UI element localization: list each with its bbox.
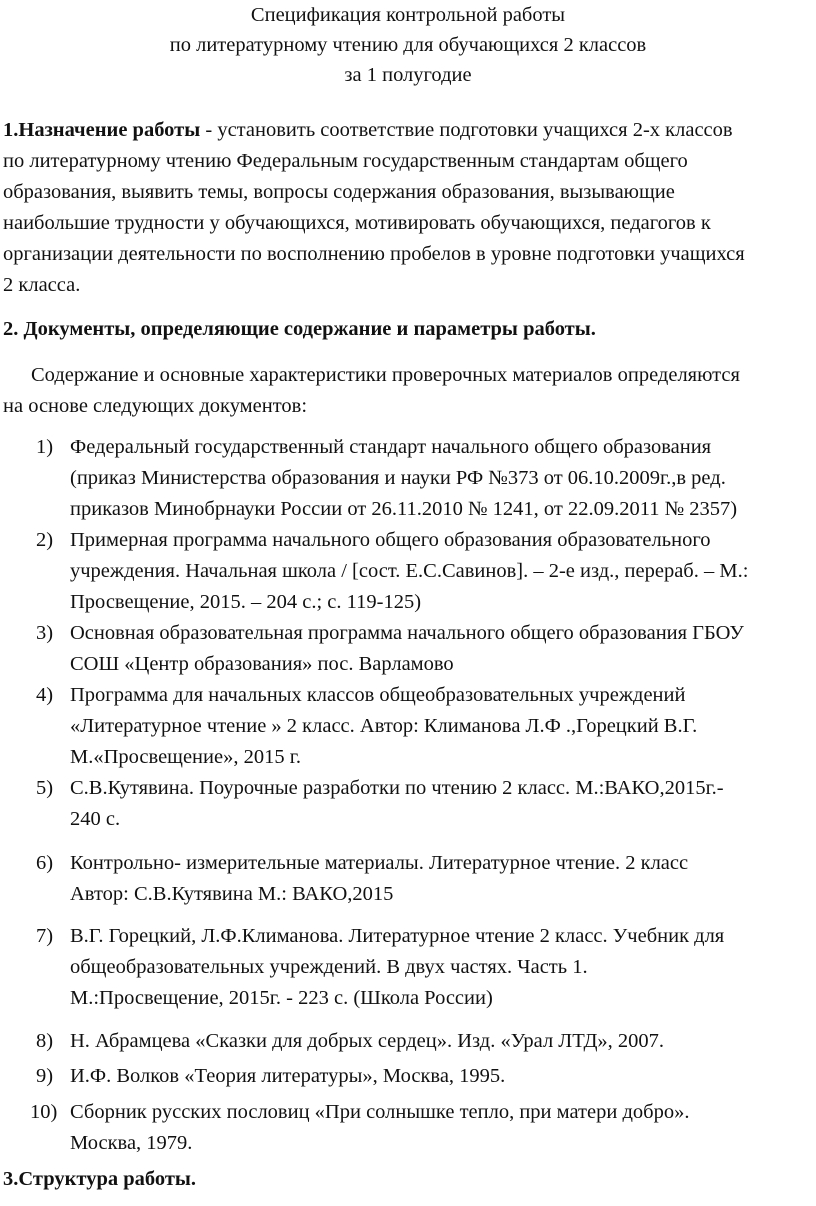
- doc-title-line-1: Спецификация контрольной работы: [250, 4, 566, 26]
- section1-line: 2 класса.: [3, 274, 81, 296]
- list-item-line: Москва, 1979.: [70, 1132, 193, 1154]
- section1-line: наибольшие трудности у обучающихся, мотивировать обучающихся, педагогов к: [3, 212, 711, 234]
- list-item-number: 9): [36, 1065, 54, 1087]
- list-item-line: С.В.Кутявина. Поурочные разработки по чтению 2 класс. М.:ВАКО,2015г.-: [70, 777, 724, 799]
- section2-intro-line: Содержание и основные характеристики проверочных материалов определяются: [31, 364, 740, 386]
- list-item-line: Автор: С.В.Кутявина М.: ВАКО,2015: [70, 883, 394, 905]
- list-item-number: 2): [36, 529, 54, 551]
- section1-line: организации деятельности по восполнению пробелов в уровне подготовки учащихся: [3, 243, 745, 265]
- list-item-number: 6): [36, 852, 54, 874]
- list-item-line: И.Ф. Волков «Теория литературы», Москва, 1995.: [70, 1065, 506, 1087]
- section3-heading: 3.Структура работы.: [3, 1168, 197, 1190]
- list-item-line: 240 с.: [70, 808, 121, 830]
- list-item-line: Сборник русских пословиц «При солнышке тепло, при матери добро».: [70, 1101, 690, 1123]
- list-item-number: 4): [36, 684, 54, 706]
- list-item-number: 7): [36, 925, 54, 947]
- list-item-line: «Литературное чтение » 2 класс. Автор: Климанова Л.Ф .,Горецкий В.Г.: [70, 715, 698, 737]
- list-item-line: приказов Минобрнауки России от 26.11.2010 № 1241, от 22.09.2011 № 2357): [70, 498, 738, 520]
- list-item-line: Программа для начальных классов общеобразовательных учреждений: [70, 684, 686, 706]
- doc-title-line-3: за 1 полугодие: [344, 64, 472, 86]
- list-item-line: Примерная программа начального общего образования образовательного: [70, 529, 711, 551]
- section1-line: по литературному чтению Федеральным государственным стандартам общего: [3, 150, 688, 172]
- list-item-line: М.«Просвещение», 2015 г.: [70, 746, 301, 768]
- section1-first-line: [3, 119, 733, 142]
- list-item-number: 3): [36, 622, 54, 644]
- list-item-line: общеобразовательных учреждений. В двух частях. Часть 1.: [70, 956, 588, 978]
- list-item-line: Просвещение, 2015. – 204 с.; с. 119-125): [70, 591, 422, 613]
- list-item-number: 1): [36, 436, 54, 458]
- section2-heading: 2. Документы, определяющие содержание и параметры работы.: [3, 318, 596, 340]
- list-item-line: СОШ «Центр образования» пос. Варламово: [70, 653, 454, 675]
- list-item-line: учреждения. Начальная школа / [сост. Е.С.Савинов]. – 2-е изд., перераб. – М.:: [70, 560, 749, 582]
- list-item-line: Основная образовательная программа начального общего образования ГБОУ: [70, 622, 744, 644]
- list-item-line: Н. Абрамцева «Сказки для добрых сердец». Изд. «Урал ЛТД», 2007.: [70, 1030, 665, 1052]
- doc-title-line-2: по литературному чтению для обучающихся 2 классов: [169, 34, 647, 56]
- section2-intro-line: на основе следующих документов:: [3, 395, 308, 417]
- list-item-line: М.:Просвещение, 2015г. - 223 с. (Школа России): [70, 987, 493, 1009]
- section1-heading: 1.Назначение работы: [3, 119, 201, 141]
- section1-line: - установить соответствие подготовки учащихся 2-х классов: [200, 119, 733, 141]
- list-item-line: Контрольно- измерительные материалы. Литературное чтение. 2 класс: [70, 852, 689, 874]
- list-item-line: (приказ Министерства образования и науки РФ №373 от 06.10.2009г.,в ред.: [70, 467, 726, 489]
- list-item-number: 8): [36, 1030, 54, 1052]
- section1-line: образования, выявить темы, вопросы содержания образования, вызывающие: [3, 181, 675, 203]
- list-item-number: 10): [30, 1101, 58, 1123]
- list-item-number: 5): [36, 777, 54, 799]
- list-item-line: Федеральный государственный стандарт начального общего образования: [70, 436, 712, 458]
- list-item-line: В.Г. Горецкий, Л.Ф.Климанова. Литературное чтение 2 класс. Учебник для: [70, 925, 725, 947]
